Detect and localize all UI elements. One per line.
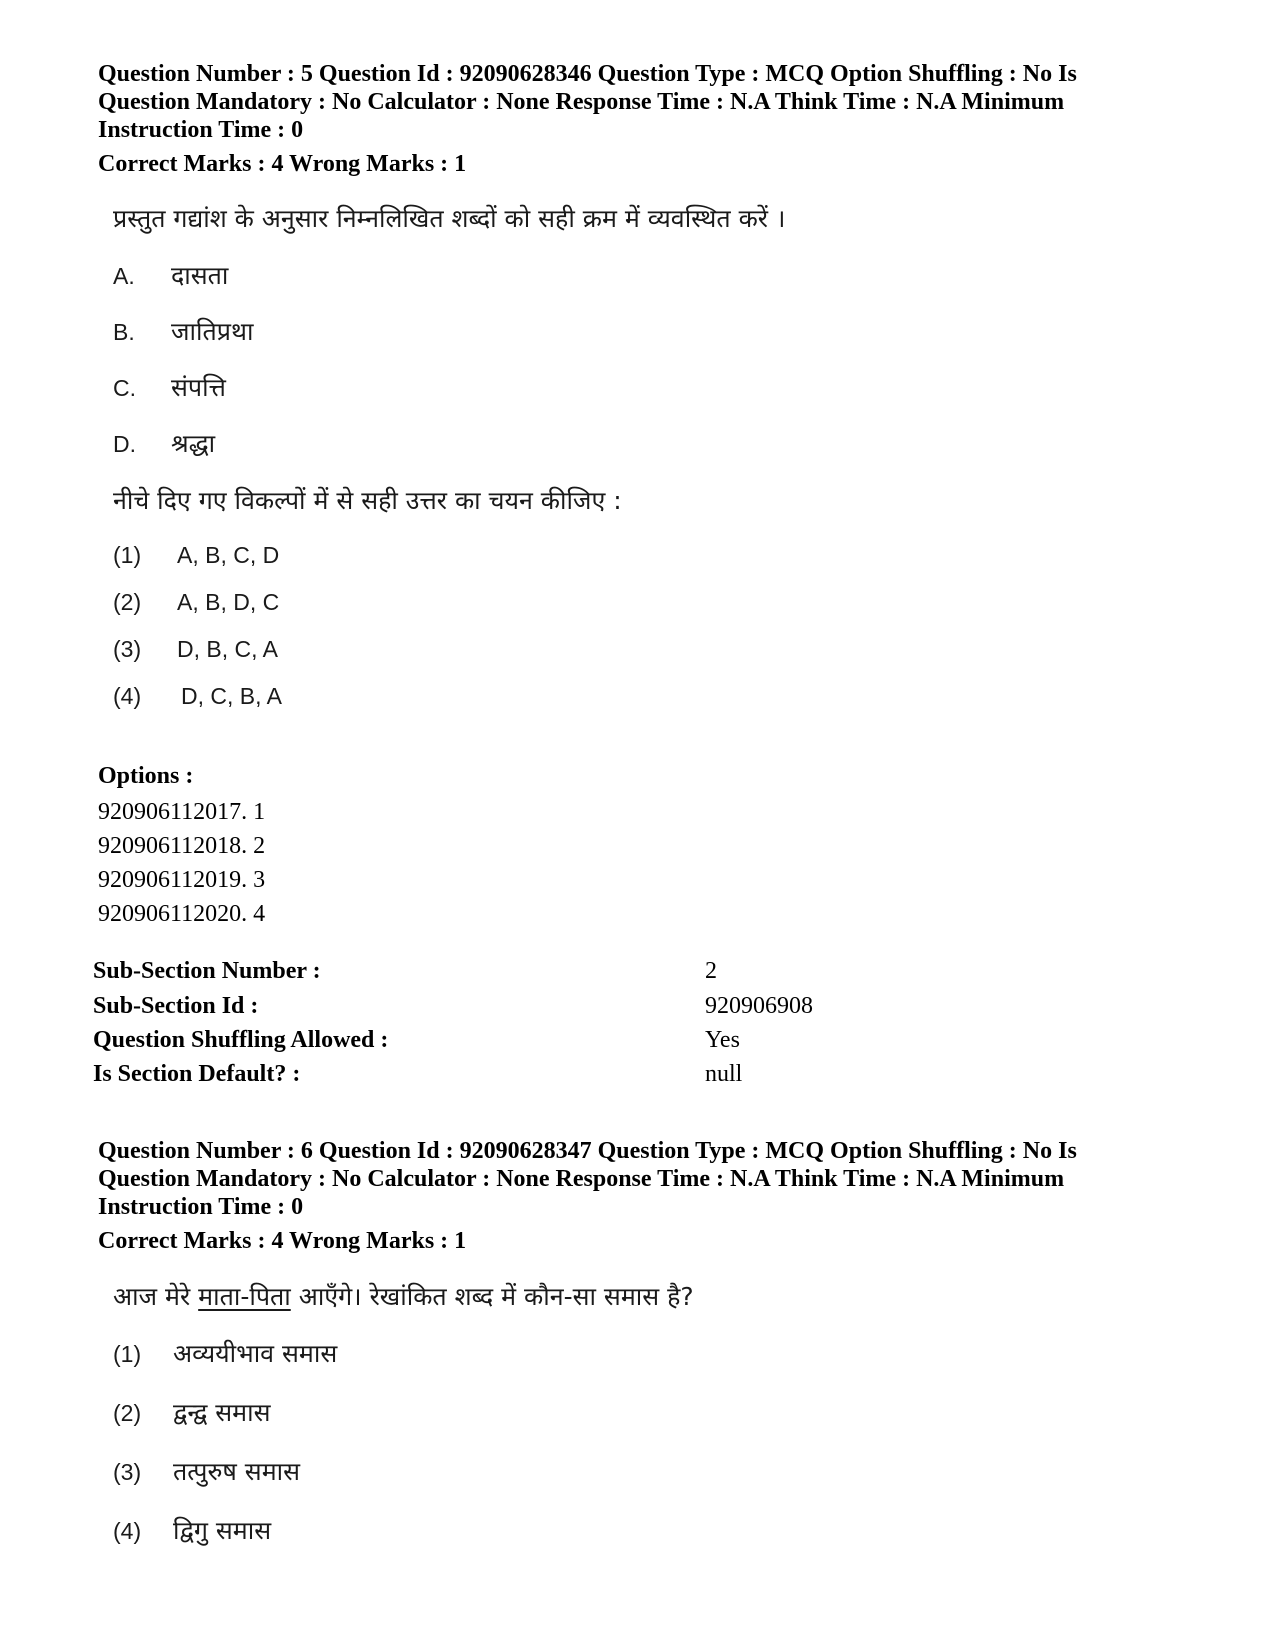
q5-item-b bbox=[113, 316, 253, 348]
option-id: 920906112017. 1 bbox=[98, 799, 266, 825]
q5-choice-4 bbox=[113, 683, 282, 710]
choice-number: (2) bbox=[113, 1400, 142, 1426]
choice-number: (4) bbox=[113, 1518, 142, 1544]
q5-prompt: प्रस्तुत गद्यांश के अनुसार निम्नलिखित शब्दों को सही क्रम में व्यवस्थित करें । bbox=[113, 204, 786, 233]
choice-text: अव्ययीभाव समास bbox=[173, 1339, 338, 1368]
choice-text: द्विगु समास bbox=[173, 1516, 272, 1545]
choice-number: (1) bbox=[113, 542, 142, 568]
q6-choice-1 bbox=[113, 1338, 337, 1370]
q6-prompt-underlined: माता-पिता bbox=[198, 1282, 291, 1311]
options-heading: Options : bbox=[98, 763, 194, 789]
choice-number: (3) bbox=[113, 1459, 142, 1485]
q5-meta-line2: Question Mandatory : No Calculator : None Response Time : N.A Think Time : N.A Minimum bbox=[98, 89, 1065, 115]
q5-item-label: B. bbox=[113, 319, 135, 345]
option-id: 920906112019. 3 bbox=[98, 867, 266, 893]
option-id: 920906112020. 4 bbox=[98, 901, 266, 927]
q5-item-c bbox=[113, 372, 226, 404]
choice-text: A, B, C, D bbox=[177, 542, 280, 568]
q6-meta-line3: Instruction Time : 0 bbox=[98, 1194, 304, 1220]
q5-choice-3 bbox=[113, 636, 278, 663]
q6-choice-2 bbox=[113, 1397, 271, 1429]
subsection-id-value: 920906908 bbox=[705, 993, 813, 1019]
q5-meta-line3: Instruction Time : 0 bbox=[98, 117, 304, 143]
subsection-number-label: Sub-Section Number : bbox=[93, 958, 321, 984]
q5-choice-1 bbox=[113, 542, 279, 569]
q6-prompt-post: आएँगे। रेखांकित शब्द में कौन-सा समास है? bbox=[290, 1282, 694, 1311]
question-shuffling-value: Yes bbox=[705, 1027, 740, 1053]
choice-number: (3) bbox=[113, 636, 142, 662]
q5-item-label: D. bbox=[113, 431, 136, 457]
choice-text: D, B, C, A bbox=[177, 636, 278, 662]
q5-item-text: संपत्ति bbox=[171, 373, 226, 402]
q5-meta-line1: Question Number : 5 Question Id : 92090628346 Question Type : MCQ Option Shuffling : No Is bbox=[98, 61, 1077, 87]
q5-item-d bbox=[113, 428, 215, 460]
q5-item-text: दासता bbox=[171, 261, 229, 290]
question-shuffling-label: Question Shuffling Allowed : bbox=[93, 1027, 389, 1053]
q6-choice-3 bbox=[113, 1456, 300, 1488]
q5-choice-2 bbox=[113, 589, 279, 616]
q5-item-a bbox=[113, 260, 228, 292]
choice-text: तत्पुरुष समास bbox=[173, 1457, 301, 1486]
subsection-id-label: Sub-Section Id : bbox=[93, 993, 259, 1019]
q5-item-text: जातिप्रथा bbox=[171, 317, 254, 346]
subsection-number-value: 2 bbox=[705, 958, 717, 984]
choice-text: द्वन्द्व समास bbox=[173, 1398, 271, 1427]
choice-text: A, B, D, C bbox=[177, 589, 280, 615]
q5-item-label: C. bbox=[113, 375, 136, 401]
q6-prompt-pre: आज मेरे bbox=[113, 1282, 199, 1311]
q5-item-label: A. bbox=[113, 263, 135, 289]
q6-marks: Correct Marks : 4 Wrong Marks : 1 bbox=[98, 1228, 467, 1254]
choice-text: D, C, B, A bbox=[181, 683, 282, 709]
q6-meta-line1: Question Number : 6 Question Id : 92090628347 Question Type : MCQ Option Shuffling : No Is bbox=[98, 1138, 1077, 1164]
choice-number: (2) bbox=[113, 589, 142, 615]
q6-choice-4 bbox=[113, 1515, 271, 1547]
q5-marks: Correct Marks : 4 Wrong Marks : 1 bbox=[98, 151, 467, 177]
q6-prompt bbox=[113, 1281, 694, 1313]
q5-instruction: नीचे दिए गए विकल्पों में से सही उत्तर का चयन कीजिए : bbox=[113, 486, 622, 515]
q5-item-text: श्रद्धा bbox=[171, 429, 216, 458]
q6-meta-line2: Question Mandatory : No Calculator : None Response Time : N.A Think Time : N.A Minimum bbox=[98, 1166, 1065, 1192]
section-default-value: null bbox=[705, 1061, 743, 1087]
choice-number: (4) bbox=[113, 683, 142, 709]
option-id: 920906112018. 2 bbox=[98, 833, 266, 859]
section-default-label: Is Section Default? : bbox=[93, 1061, 301, 1087]
choice-number: (1) bbox=[113, 1341, 142, 1367]
